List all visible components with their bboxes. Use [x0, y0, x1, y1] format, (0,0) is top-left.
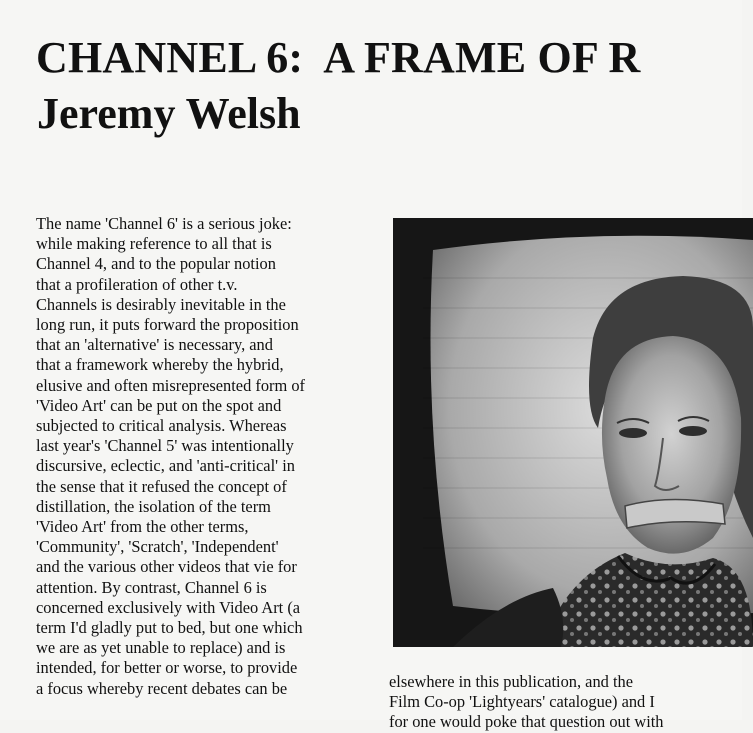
text-line: Channels is desirably inevitable in the [36, 294, 286, 314]
text-line: that a framework whereby the hybrid, [36, 355, 284, 375]
portrait-illustration [393, 218, 753, 647]
right-text-column [389, 672, 729, 733]
text-line: Film Co-op 'Lightyears' catalogue) and I [389, 692, 655, 712]
text-line: the sense that it refused the concept of [36, 476, 287, 496]
text-line: elsewhere in this publication, and the [389, 672, 633, 691]
text-line: for one would poke that question out with [389, 712, 664, 732]
text-line: attention. By contrast, Channel 6 is [36, 577, 267, 597]
left-text-column [36, 214, 366, 699]
text-line: last year's 'Channel 5' was intentionally [36, 436, 294, 456]
text-line: that a profileration of other t.v. [36, 274, 238, 294]
text-line: term I'd gladly put to bed, but one which [36, 618, 303, 638]
text-line: a focus whereby recent debates can be [36, 678, 288, 698]
text-line: Channel 4, and to the popular notion [36, 254, 276, 274]
text-line: concerned exclusively with Video Art (a [36, 597, 301, 617]
text-line: we are as yet unable to replace) and is [36, 638, 286, 658]
text-line: intended, for better or worse, to provide [36, 658, 298, 678]
text-line: distillation, the isolation of the term [36, 496, 271, 516]
article-author: Jeremy Welsh [37, 89, 301, 138]
text-line: while making reference to all that is [36, 234, 272, 254]
text-line: 'Video Art' from the other terms, [36, 517, 249, 537]
text-line: 'Community', 'Scratch', 'Independent' [36, 537, 279, 557]
text-line: that an 'alternative' is necessary, and [36, 335, 273, 355]
tv-screen-photo [393, 218, 753, 647]
text-line: The name 'Channel 6' is a serious joke: [36, 214, 292, 233]
text-line: 'Video Art' can be put on the spot and [36, 395, 282, 415]
text-line: long run, it puts forward the proposition [36, 315, 299, 335]
text-line: and the various other videos that vie for [36, 557, 297, 577]
text-line: subjected to critical analysis. Whereas [36, 416, 287, 436]
article-title: CHANNEL 6: A FRAME OF R [36, 33, 641, 82]
text-line: discursive, eclectic, and 'anti-critical' in [36, 456, 295, 476]
text-line: elusive and often misrepresented form of [36, 375, 305, 395]
